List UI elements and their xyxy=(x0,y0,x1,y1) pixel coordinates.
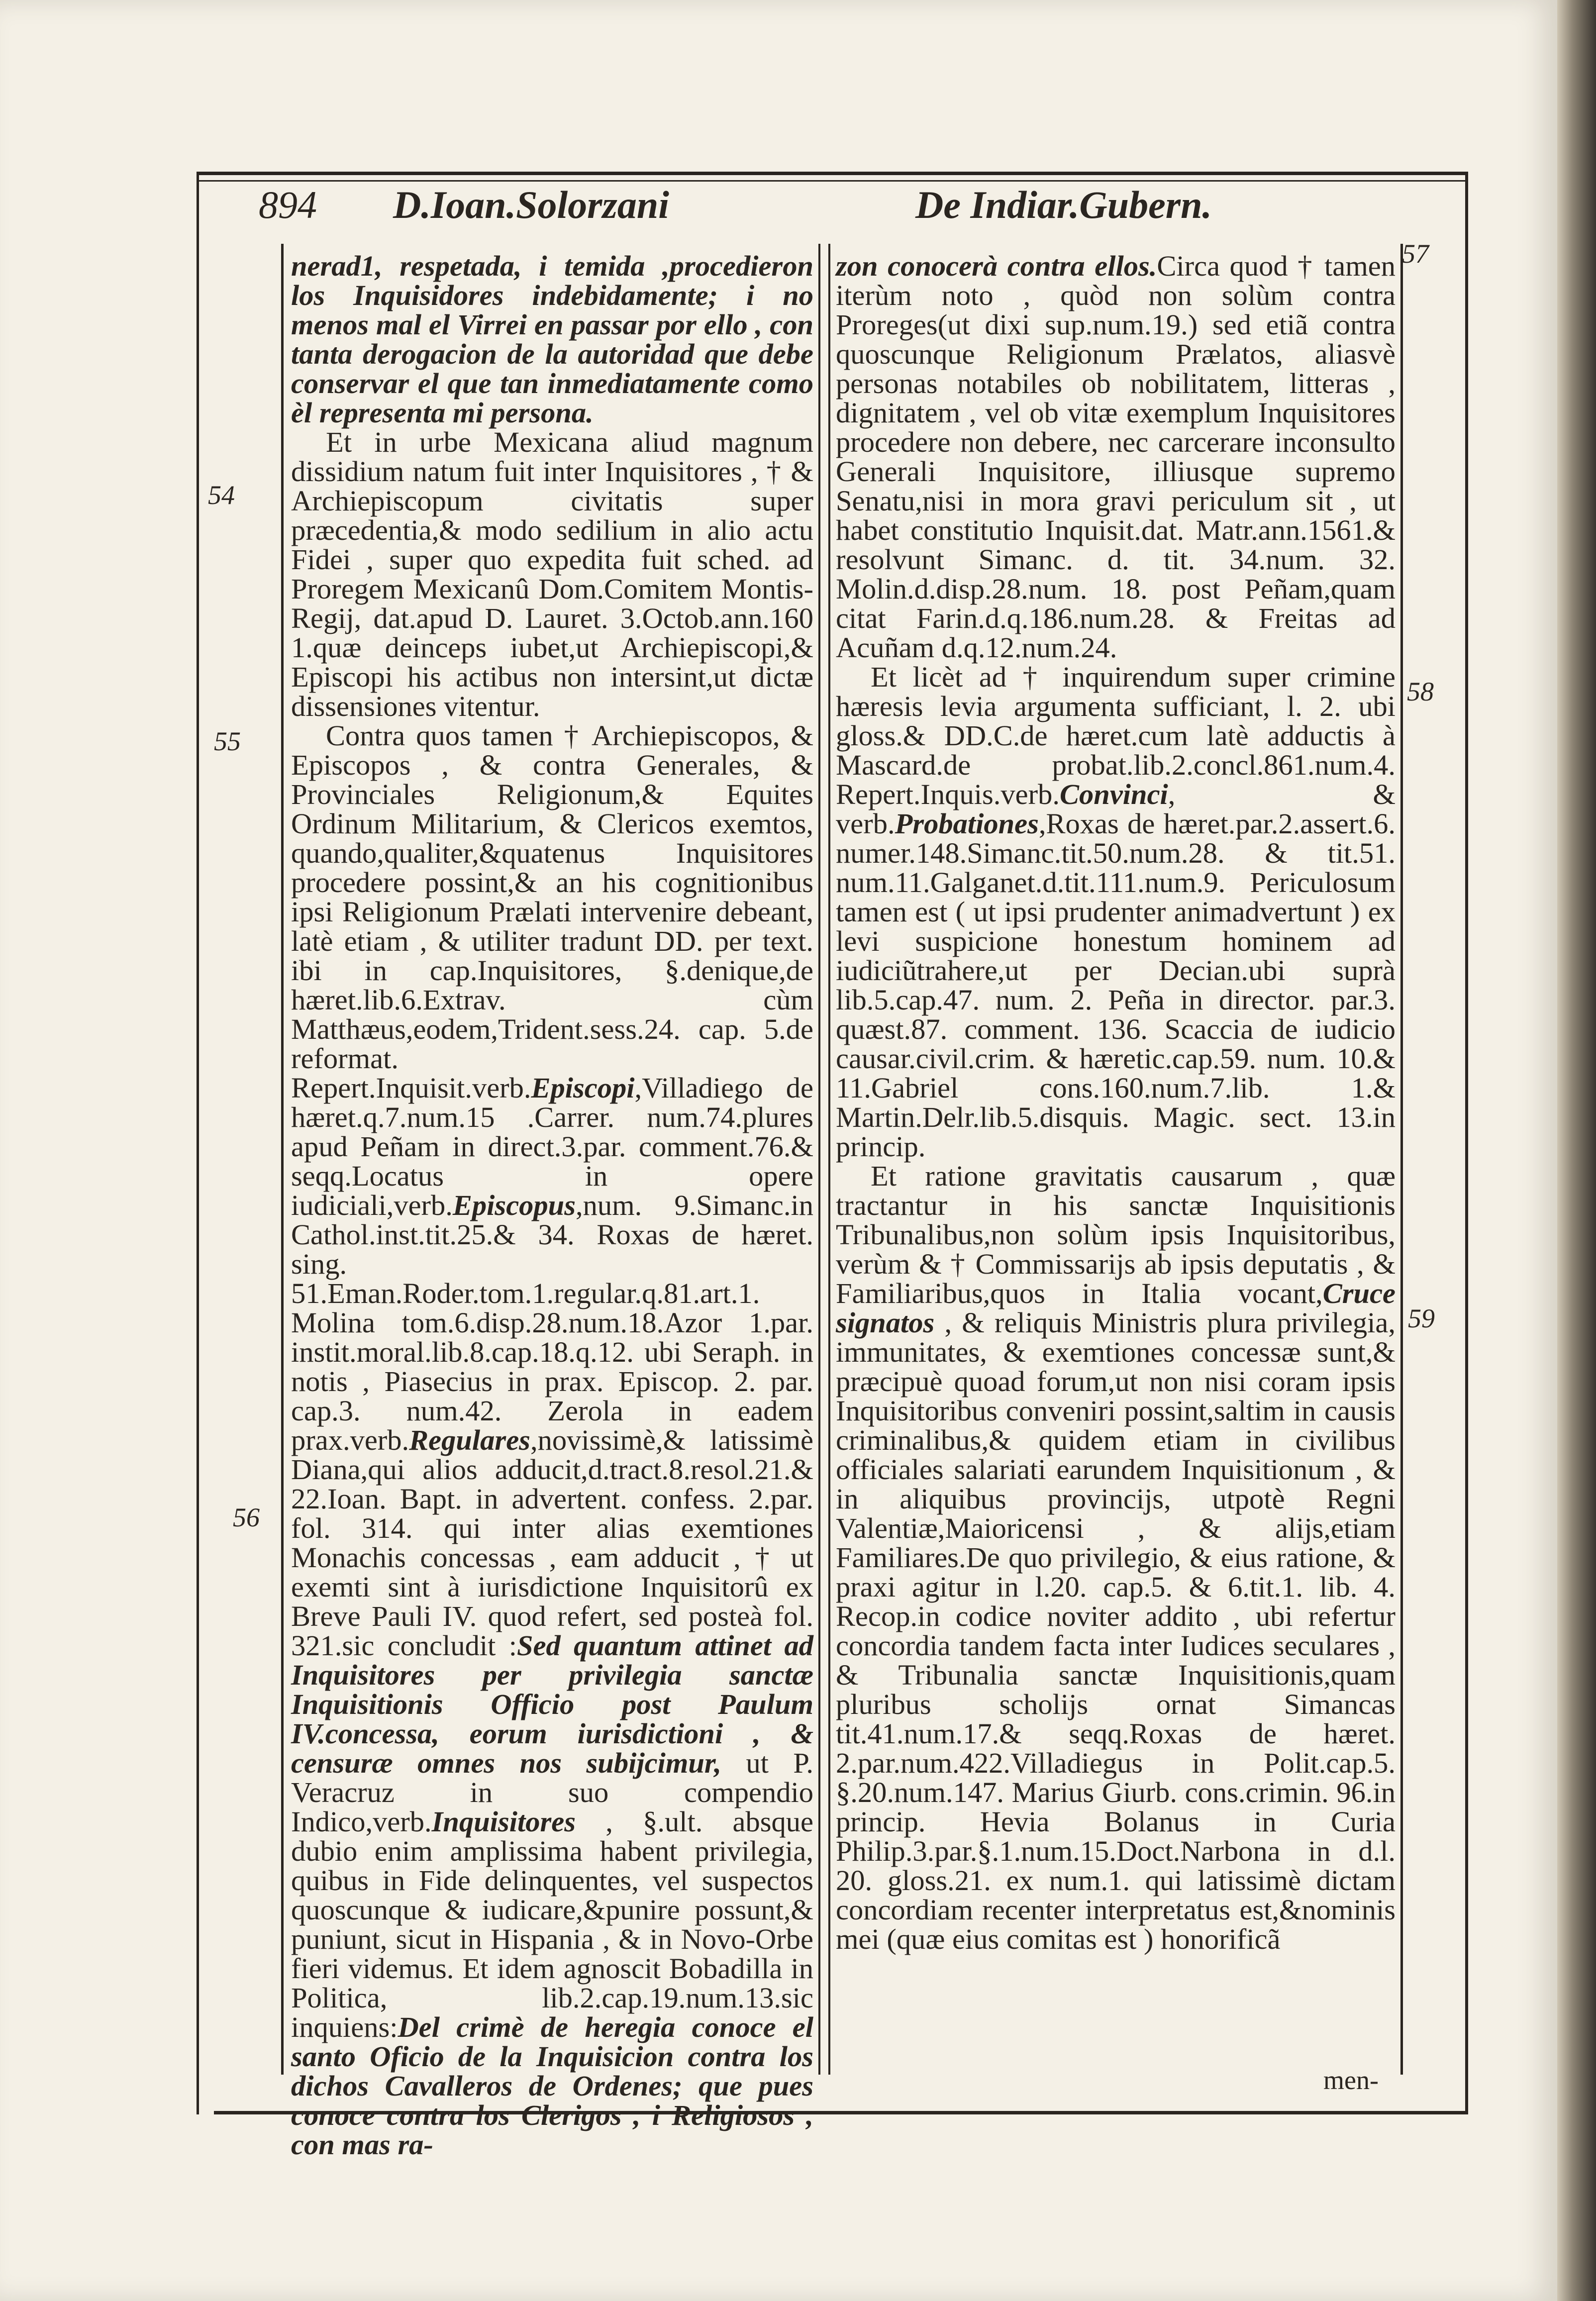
frame-top-rule xyxy=(199,172,1468,175)
margin-number: 57 xyxy=(1402,239,1429,269)
text-run: Et licèt ad † inquirendum super crimine hæresis levia argumenta sufficiant, l. 2. ubi gloss.& DD.C.de hæret.cum latè adductis à Mascard.de probat.lib.2.concl.861.num.4. Repert.Inquis.verb. xyxy=(836,661,1396,810)
text-run: , & verb. xyxy=(836,778,1396,840)
text-run: nerad1, respetada, i temida ,procedieron los Inquisidores indebidamente; i no menos mal el Virrei en passar por ello , con tanta derogacion de la autoridad que debe conservar el que tan inmediatamente como èl representa mi persona. xyxy=(291,250,813,429)
text-run: Del crimè de heregia conoce el santo Oficio de la Inquisicion contra los dichos Cavalleros de Ordenes; que pues conoce contra los Clerigos , i Religiosos , con mas ra- xyxy=(291,2011,813,2161)
text-run: ,Roxas de hæret.par.2.assert.6. numer.148.Simanc.tit.50.num.28. & tit.51. num.11.Galganet.d.tit.111.num.9. Periculosum tamen est ( ut ipsi prudenter animadvertunt ) ex levi suspicione honestum hominem ad iudiciũtrahere,ut per Decian.ubi suprà lib.5.cap.47. num. 2. Peña in director. par.3. quæst.87. comment. 136. Scaccia de iudicio causar.civil.crim. & hæretic.cap.59. num. 10.& 11.Gabriel cons.160.num.7.lib. 1.& Martin.Delr.lib.5.disquis. Magic. sect. 13.in princip. xyxy=(836,807,1396,1163)
text-run: Inquisitores xyxy=(431,1805,576,1838)
paragraph: Et in urbe Mexicana aliud magnum dissidium natum fuit inter Inquisitores , † & Archiepiscopum civitatis super præcedentia,& modo sedilium in alio actu Fidei , super quo expedita fuit sched. ad Proregem Mexicanû Dom.Comitem Montis-Regij, dat.apud D. Lauret. 3.Octob.ann.160 1.quæ deinceps iubet,ut Archiepiscopi,& Episcopi his actibus non intersint,ut dictæ dissensiones vitentur. xyxy=(291,426,813,722)
paragraph xyxy=(836,251,1396,662)
frame-right-rule xyxy=(1465,172,1468,2114)
text-run: Et ratione gravitatis causarum , quæ tractantur in his sanctæ Inquisitionis Tribunalibus,non solùm ipsis Inquisitoribus, verùm & † Commissarijs ab ipsis deputatis , & Familiaribus,quos in Italia vocant, xyxy=(836,1160,1396,1309)
margin-number: 56 xyxy=(233,1502,260,1532)
margin-number: 58 xyxy=(1407,677,1434,706)
running-head-author: D.Ioan.Solorzani xyxy=(393,183,669,226)
left-text-column xyxy=(291,250,813,2161)
paragraph xyxy=(291,721,813,2159)
text-run: , §.ult. absque dubio enim amplissima habent privilegia, quibus in Fide delinquentes, vel suspectos quoscunque & iudicare,&punire possunt,& puniunt, sicut in Hispania , & in Novo-Orbe fieri videmus. Et idem agnoscit Bobadilla in Politica, lib.2.cap.19.num.13.sic inquiens: xyxy=(291,1805,813,2043)
text-run: , & reliquis Ministris plura privilegia, immunitates, & exemtiones concessæ sunt,& præcipuè quoad forum,ut non nisi coram ipsis Inquisitoribus conveniri possint,saltim in causis criminalibus,& quidem etiam in civilibus officiales salariati earundem Inquisitionum , & in aliquibus provincijs, utpotè Regni Valentiæ,Maioricensi , & alijs,etiam Familiares.De quo privilegio, & eius ratione, & praxi agitur in l.20. cap.5. & 6.tit.1. lib. 4. Recop.in codice noviter addito , ubi refertur concordia tandem facta inter Iudices seculares , & Tribunalia sanctæ Inquisitionis,quam pluribus scholijs ornat Simancas tit.41.num.17.& seqq.Roxas de hæret. 2.par.num.422.Villadiegus in Polit.cap.5. §.20.num.147. Marius Giurb. cons.crimin. 96.in princip. Hevia Bolanus in Curia Philip.3.par.§.1.num.15.Doct.Narbona in d.l. 20. gloss.21. ex num.1. qui latissimè dictam concordiam recenter interpretatus est,&nominis mei (quæ eius comitas est ) honorificã xyxy=(836,1306,1396,1955)
page-edge xyxy=(1557,0,1596,2301)
text-run: Contra quos tamen † Archiepiscopos, & Episcopos , & contra Generales, & Provinciales Religionum,& Equites Ordinum Militarium, & Clericos exemtos, quando,qualiter,&quatenus Inquisitores procedere possint,& an his cognitionibus ipsi Religionum Prælati intervenire debeant, latè etiam , & utiliter tradunt DD. per text. ibi in cap.Inquisitores, §.denique,de hæret.lib.6.Extrav. cùm Matthæus,eodem,Trident.sess.24. cap. 5.de reformat. Repert.Inquisit.verb. xyxy=(291,719,813,1104)
left-column-inner-rule xyxy=(818,244,820,2075)
text-run: Episcopi xyxy=(531,1072,635,1104)
text-run: ut P. Veracruz in suo compendio Indico,verb. xyxy=(291,1747,813,1838)
text-run: ,Villadiego de hæret.q.7.num.15 .Carrer. num.74.plures apud Peñam in direct.3.par. comment.76.& seqq.Locatus in opere iudiciali,verb. xyxy=(291,1072,813,1221)
text-run: zon conocerà contra ellos. xyxy=(836,250,1157,282)
paragraph xyxy=(836,662,1396,1161)
catchword: men- xyxy=(1323,2065,1379,2095)
text-run: Regulares xyxy=(409,1424,530,1456)
text-run: Sed quantum attinet ad Inquisitores per privilegia sanctæ Inquisitionis Officio post Paulum IV.concessa, eorum iurisdictioni , & censuræ omnes nos subijcimur, xyxy=(291,1629,813,1779)
running-head-title: De Indiar.Gubern. xyxy=(915,183,1212,226)
frame-left-rule xyxy=(197,172,199,2114)
paragraph xyxy=(291,251,813,427)
right-text-column xyxy=(836,251,1396,2057)
left-column-outer-rule xyxy=(281,244,284,2075)
text-run: Cruce signatos xyxy=(836,1277,1396,1339)
right-column-outer-rule xyxy=(1400,244,1403,2075)
paragraph xyxy=(836,1161,1396,1954)
text-run: Probationes xyxy=(895,807,1039,840)
text-run: ,novissimè,& latissimè Diana,qui alios adducit,d.tract.8.resol.21.& 22.Ioan. Bapt. in advertent. confess. 2.par. fol. 314. qui inter alias exemtiones Monachis concessas , eam adducit , † ut exemti sint à iurisdictione Inquisitorû ex Breve Pauli IV. quod refert, sed posteà fol. 321.sic concludit : xyxy=(291,1424,813,1662)
page-number: 894 xyxy=(259,183,317,226)
text-run: Circa quod † tamen iterùm noto , quòd non solùm contra Proreges(ut dixi sup.num.19.) sed etiã contra quoscunque Religionum Prælatos, aliasvè personas notabiles ob nobilitatem, litteras , dignitatem , vel ob vitæ exemplum Inquisitores procedere non debere, nec carcerare inconsulto Generali Inquisitore, illiusque supremo Senatu,nisi in mora gravi periculum sit , ut habet constitutio Inquisit.dat. Matr.ann.1561.& resolvunt Simanc. d. tit. 34.num. 32. Molin.d.disp.28.num. 18. post Peñam,quam citat Farin.d.q.186.num.28. & Freitas ad Acuñam d.q.12.num.24. xyxy=(836,250,1396,664)
frame-top-rule-inner xyxy=(199,180,1468,182)
text-run: Episcopus xyxy=(452,1189,576,1221)
margin-number: 59 xyxy=(1408,1303,1435,1333)
right-column-inner-rule xyxy=(828,244,830,2075)
text-run: ,num. 9.Simanc.in Cathol.inst.tit.25.& 34. Roxas de hæret. sing. 51.Eman.Roder.tom.1.regular.q.81.art.1. Molina tom.6.disp.28.num.18.Azor 1.par. instit.moral.lib.8.cap.18.q.12. ubi Seraph. in notis , Piasecius in prax. Episcop. 2. par. cap.3. num.42. Zerola in eadem prax.verb. xyxy=(291,1189,813,1456)
margin-number: 55 xyxy=(214,726,241,756)
margin-number: 54 xyxy=(208,480,235,510)
text-run: Convinci xyxy=(1060,778,1168,810)
